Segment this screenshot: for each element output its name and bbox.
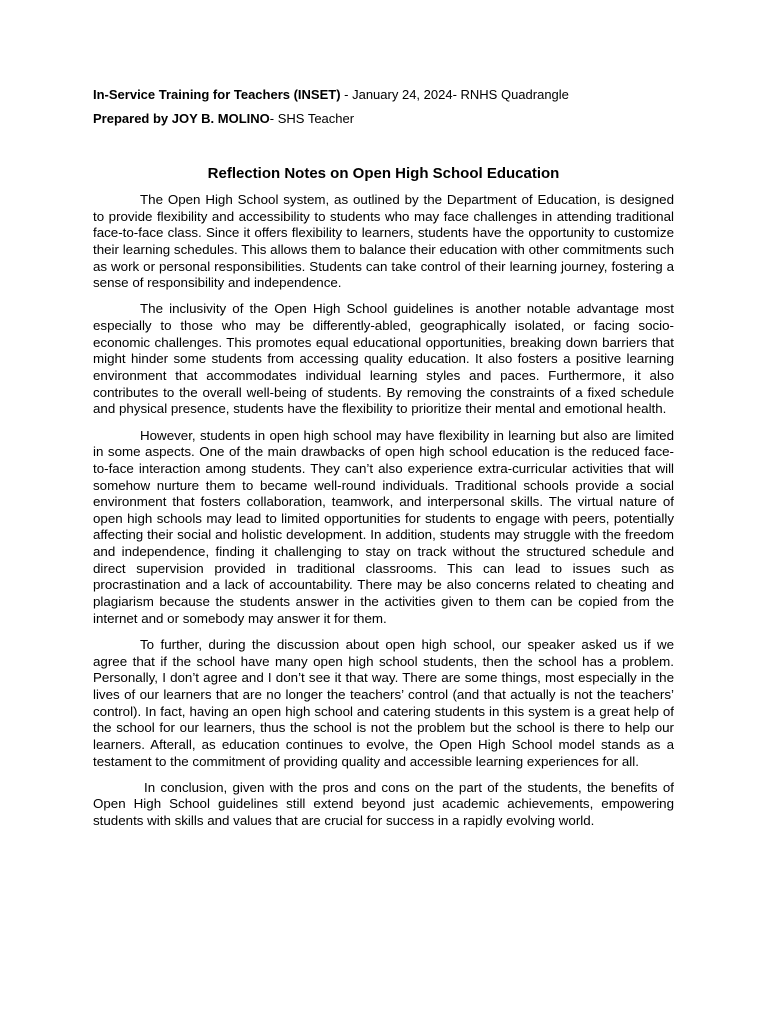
paragraph-1: The Open High School system, as outlined by the Department of Education, is designed to provide flexibility and accessibility to students who may face challenges in attending traditional face-to-face class. Since it offers flexibility to learners, students have the opportunity to customize their learning schedules. This allows them to balance their education with other commitments such as work or personal responsibilities. Students can take control of their learning journey, fostering a sense of responsibility and independence. xyxy=(93,192,674,291)
document-page xyxy=(93,86,674,839)
paragraph-4: To further, during the discussion about open high school, our speaker asked us if we agree that if the school have many open high school students, then the school has a problem. Personally, I don’t agree and I don’t see it that way. There are some things, most especially in the lives of our learners that are no longer the teachers’ control (and that actually is not the teachers’ control). In fact, having an open high school and catering students in this system is a great help of the school for our learners, thus the school is not the problem but the school is there to help our learners. Afterall, as education continues to evolve, the Open High School model stands as a testament to the commitment of providing quality and accessible learning experiences for all. xyxy=(93,636,674,769)
paragraph-2: The inclusivity of the Open High School guidelines is another notable advantage most especially to those who may be differently-abled, geographically isolated, or facing socio-economic challenges. This promotes equal educational opportunities, breaking down barriers that might hinder some students from accessing quality education. It also fosters a positive learning environment that accommodates individual learning styles and paces. Furthermore, it also contributes to the overall well-being of students. By removing the constraints of a fixed schedule and physical presence, students have the flexibility to prioritize their mental and emotional health. xyxy=(93,301,674,417)
event-title: In-Service Training for Teachers (INSET) xyxy=(93,87,341,102)
prepared-by-line xyxy=(93,110,674,127)
event-line xyxy=(93,86,674,103)
author-role: - SHS Teacher xyxy=(269,111,355,126)
author-name: Prepared by JOY B. MOLINO xyxy=(93,111,270,126)
event-details: - January 24, 2024- RNHS Quadrangle xyxy=(340,87,569,102)
paragraph-3: However, students in open high school may have flexibility in learning but also are limited in some aspects. One of the main drawbacks of open high school education is the reduced face-to-face interaction among students. They can’t also experience extra-curricular activities that will somehow nurture them to became well-round individuals. Traditional schools provide a social environment that fosters collaboration, teamwork, and interpersonal skills. The virtual nature of open high schools may lead to limited opportunities for students to engage with peers, potentially affecting their social and holistic development. In addition, students may struggle with the freedom and independence, finding it challenging to stay on track without the structured schedule and direct supervision provided in traditional classrooms. This can lead to issues such as procrastination and a lack of accountability. There may be also concerns related to cheating and plagiarism because the students answer in the activities given to them can be copied from the internet and or somebody may answer it for them. xyxy=(93,427,674,626)
paragraph-5: In conclusion, given with the pros and cons on the part of the students, the benefits of Open High School guidelines still extend beyond just academic achievements, empowering students with skills and values that are crucial for success in a rapidly evolving world. xyxy=(93,779,674,828)
document-title: Reflection Notes on Open High School Education xyxy=(207,165,560,182)
